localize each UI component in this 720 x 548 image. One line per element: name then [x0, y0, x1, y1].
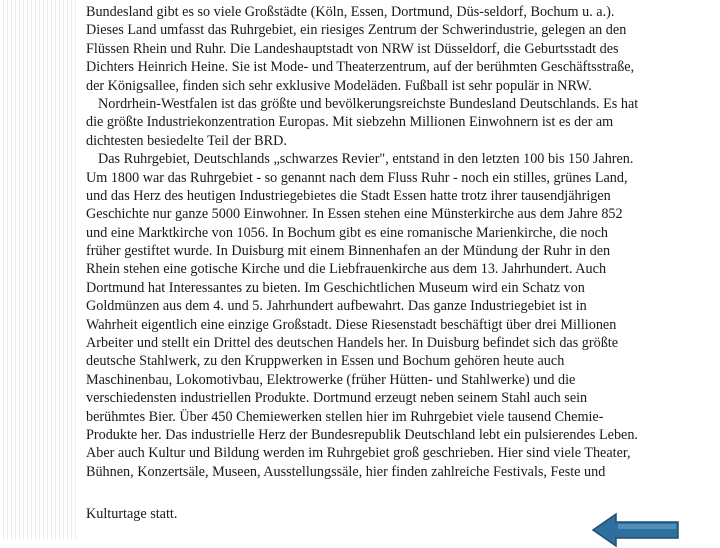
text-line: Dichters Heinrich Heine. Sie ist Mode- und Theaterzentrum, auf der berühmten Geschäftsstraße, [86, 59, 635, 76]
text-line: Nordrhein-Westfalen ist das größte und bevölkerungsreichste Bundesland Deutschlands. Es hat [98, 95, 639, 112]
text-line: Dieses Land umfasst das Ruhrgebiet, ein riesiges Zentrum der Schwerindustrie, gelegen an den [86, 22, 627, 39]
text-line: und das Herz des heutigen Industriegebietes die Stadt Essen hatte trotz ihrer tausendjährigen [86, 187, 611, 204]
text-line: der Königsallee, finden sich sehr exklusive Modeläden. Fußball ist sehr populär in NRW. [86, 77, 592, 94]
text-line: die größte Industriekonzentration Europas. Mit siebzehn Millionen Einwohnern ist es der am [86, 114, 614, 131]
text-line: Flüssen Rhein und Ruhr. Die Landeshauptstadt von NRW ist Düsseldorf, die Geburtsstadt des [86, 40, 619, 57]
text-line: Um 1800 war das Ruhrgebiet - so genannt nach dem Fluss Ruhr - noch ein stilles, grünes Land, [86, 169, 628, 186]
left-decorative-border [0, 0, 78, 540]
text-line: Bühnen, Konzertsäle, Museen, Ausstellungssäle, hier finden zahlreiche Festivals, Feste und [86, 463, 606, 480]
document-body [86, 3, 714, 524]
back-arrow-button[interactable] [590, 512, 682, 548]
text-line: Goldmünzen aus dem 4. und 5. Jahrhundert aufbewahrt. Das ganze Industriegebiet ist in [86, 298, 587, 315]
text-line: deutsche Stahlwerk, zu den Kruppwerken in Essen und Bochum gehören heute auch [86, 353, 565, 370]
text-line: Bundesland gibt es so viele Großstädte (Köln, Essen, Dortmund, Düs-seldorf, Bochum u. a.). [86, 4, 615, 20]
text-line: Arbeiter und stellt ein Drittel des deutschen Handels her. In Duisburg befindet sich das größte [86, 335, 619, 352]
text-line: verschiedensten industriellen Produkte. Dortmund erzeugt neben seinem Stahl auch sein [86, 390, 588, 407]
text-line: Wahrheit eigentlich eine einzige Großstadt. Diese Riesenstadt beschäftigt über drei Millionen [86, 316, 617, 333]
text-line: Maschinenbau, Lokomotivbau, Elektrowerke (früher Hütten- und Stahlwerke) und die [86, 371, 576, 388]
text-line-final: Kulturtage statt. [86, 506, 178, 523]
text-line: berühmtes Bier. Über 450 Chemiewerken stellen hier im Ruhrgebiet viele tausend Chemie- [86, 408, 604, 425]
text-line: Dortmund hat Interessantes zu bieten. Im Geschichtlichen Museum wird ein Schatz von [86, 279, 585, 296]
left-arrow-icon [593, 514, 678, 546]
text-line: Rhein stehen eine gotische Kirche und die Liebfrauenkirche aus dem 13. Jahrhundert. Auch [86, 261, 607, 278]
text-line: früher gestiftet wurde. In Duisburg mit einem Binnenhafen an der Mündung der Ruhr in den [86, 243, 611, 260]
text-line: Das Ruhrgebiet, Deutschlands „schwarzes Revier", entstand in den letzten 100 bis 150 Jahren. [98, 151, 634, 168]
text-line: Produkte her. Das industrielle Herz der Bundesrepublik Deutschland lebt ein pulsierendes Leben. [86, 426, 638, 443]
text-line: Geschichte nur ganze 5000 Einwohner. In Essen stehen eine Münsterkirche aus dem Jahre 852 [86, 206, 623, 223]
text-line: Aber auch Kultur und Bildung werden im Ruhrgebiet groß geschrieben. Hier sind viele Theater, [86, 445, 631, 462]
text-line: dichtesten besiedelte Teil der BRD. [86, 132, 287, 149]
text-line: und eine Marktkirche von 1056. In Bochum gibt es eine romanische Marienkirche, die noch [86, 224, 609, 241]
